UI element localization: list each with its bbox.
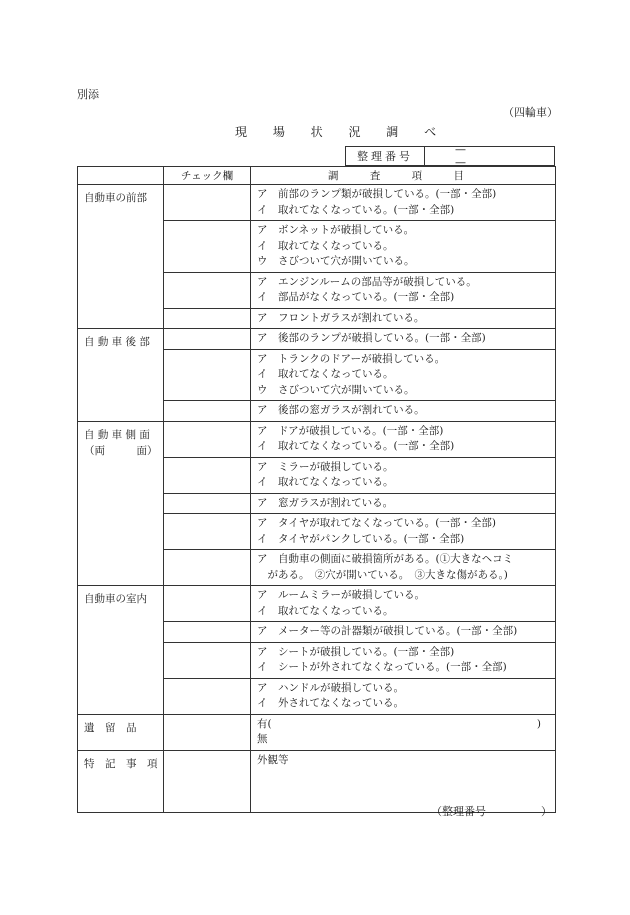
section-header [78, 167, 164, 185]
check-cell[interactable] [164, 421, 251, 457]
survey-item-line: ア ハンドルが破損している。 [257, 681, 404, 694]
reference-number-label: 整理番号 [346, 147, 425, 165]
check-cell[interactable] [164, 401, 251, 422]
check-cell[interactable] [164, 221, 251, 273]
survey-item-line: ア タイヤが取れてなくなっている。(一部・全部) [257, 517, 496, 529]
items-column-header [251, 167, 556, 185]
left-items-present: 有( [257, 717, 272, 730]
check-cell[interactable] [164, 493, 251, 514]
section-name: 自動車の室内 [84, 593, 147, 605]
survey-item-cell [251, 308, 556, 329]
survey-item-cell [251, 514, 556, 550]
survey-item-line: ア メーター等の計器類が破損している。(一部・全部) [257, 625, 518, 637]
survey-table [77, 166, 556, 813]
survey-item-cell [251, 622, 556, 643]
section-name: 自 動 車 側 面 [84, 428, 150, 441]
survey-item-cell [251, 586, 556, 622]
check-cell[interactable] [164, 622, 251, 643]
survey-item-line: ア シートが破損している。(一部・全部) [257, 645, 455, 658]
left-items-cell[interactable] [251, 714, 556, 750]
check-cell[interactable] [164, 514, 251, 550]
survey-item-cell [251, 457, 556, 493]
survey-item-cell [251, 642, 556, 678]
survey-item-cell [251, 401, 556, 422]
check-cell[interactable] [164, 185, 251, 221]
remarks-label-cell [78, 750, 164, 812]
survey-item-line: イ 取れてなくなっている。 [257, 476, 394, 488]
survey-item-cell [251, 272, 556, 308]
survey-item-line: イ 取れてなくなっている。 [257, 368, 394, 380]
survey-item-line: イ タイヤがパンクしている。(一部・全部) [257, 532, 465, 545]
table-row [78, 329, 556, 350]
annex-label: 別添 [77, 88, 99, 101]
left-items-label-cell [78, 714, 164, 750]
survey-item-line: イ 取れてなくなっている。 [257, 604, 394, 617]
survey-item-line: イ 取れてなくなっている。(一部・全部) [257, 440, 455, 452]
survey-item-line: イ シートが外されてなくなっている。(一部・全部) [257, 661, 507, 673]
check-cell[interactable] [164, 642, 251, 678]
check-cell[interactable] [164, 308, 251, 329]
table-header-row [78, 167, 556, 185]
check-cell[interactable] [164, 349, 251, 401]
survey-item-line: イ 部品がなくなっている。(一部・全部) [257, 291, 455, 303]
section-name-cell [78, 586, 164, 715]
survey-item-line: イ 外されてなくなっている。 [257, 697, 404, 709]
survey-item-line: ア フロントガラスが割れている。 [257, 311, 425, 324]
section-name-cell [78, 185, 164, 329]
section-name: 自動車の前部 [84, 192, 147, 204]
table-row [78, 421, 556, 457]
section-name: 自 動 車 後 部 [84, 336, 150, 348]
check-cell[interactable] [164, 586, 251, 622]
survey-item-cell [251, 550, 556, 586]
survey-item-line: イ 取れてなくなっている。(一部・全部) [257, 203, 455, 216]
check-cell[interactable] [164, 714, 251, 750]
page-title: 現 場 状 況 調 べ [235, 125, 448, 139]
survey-item-line: イ 取れてなくなっている。 [257, 239, 394, 252]
reference-number-box [345, 143, 555, 169]
survey-item-line: ア 前部のランプ類が破損している。(一部・全部) [257, 188, 497, 200]
section-name-cell [78, 421, 164, 586]
check-cell[interactable] [164, 750, 251, 812]
survey-item-line: がある。 ②穴が開いている。 ③大きな傷がある。) [257, 568, 508, 581]
footer-reference: （整理番号 ） [431, 805, 552, 818]
survey-item-line: ア ミラーが破損している。 [257, 460, 394, 473]
check-cell[interactable] [164, 329, 251, 350]
survey-item-line: ア ルームミラーが破損している。 [257, 589, 425, 601]
survey-item-line: ア 窓ガラスが割れている。 [257, 496, 394, 509]
survey-item-line: ア トランクのドアーが破損している。 [257, 352, 446, 365]
survey-item-line: ア 自動車の側面に破損箇所がある。(①大きなヘコミ [257, 553, 514, 565]
survey-item-line: ア 後部のランプが破損している。(一部・全部) [257, 332, 486, 344]
reference-number-value[interactable]: — — [455, 143, 500, 169]
remarks-label: 特 記 事 項 [84, 757, 158, 770]
survey-item-line: ウ さびついて穴が開いている。 [257, 255, 415, 267]
check-cell[interactable] [164, 272, 251, 308]
table-row [78, 586, 556, 622]
survey-item-line: ア ボンネットが破損している。 [257, 224, 415, 236]
left-items-close-paren: ) [536, 717, 541, 730]
survey-item-line: ア ドアが破損している。(一部・全部) [257, 424, 444, 437]
remarks-text: 外観等 [257, 753, 289, 766]
survey-item-cell [251, 493, 556, 514]
left-items-label: 遺 留 品 [84, 721, 137, 734]
survey-item-cell [251, 329, 556, 350]
survey-item-cell [251, 185, 556, 221]
survey-item-cell [251, 678, 556, 714]
survey-item-cell [251, 421, 556, 457]
survey-item-cell [251, 221, 556, 273]
survey-item-line: ア エンジンルームの部品等が破損している。 [257, 275, 477, 288]
check-cell[interactable] [164, 550, 251, 586]
survey-item-line: ウ さびついて穴が開いている。 [257, 383, 415, 396]
vehicle-type: （四輪車） [503, 106, 558, 119]
table-row [78, 185, 556, 221]
left-items-absent: 無 [257, 733, 268, 745]
left-items-row [78, 714, 556, 750]
section-subname: （両 面） [84, 444, 158, 457]
items-column-header-text: 調 査 項 目 [327, 170, 478, 182]
check-cell[interactable] [164, 678, 251, 714]
check-column-header: チェック欄 [164, 167, 251, 185]
section-name-cell [78, 329, 164, 422]
survey-item-cell [251, 349, 556, 401]
survey-body [78, 185, 556, 813]
survey-item-line: ア 後部の窓ガラスが割れている。 [257, 404, 425, 416]
check-cell[interactable] [164, 457, 251, 493]
